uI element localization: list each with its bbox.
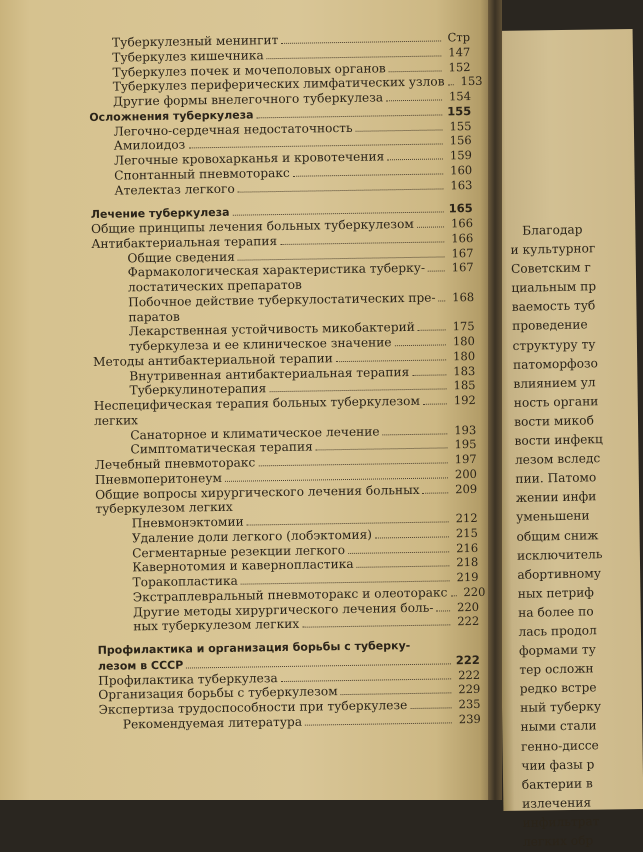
- right-page-line: общим сниж: [516, 525, 616, 546]
- toc-page-number: 167: [447, 245, 473, 260]
- toc-dot-leader: [417, 226, 444, 227]
- toc-page-number: 220: [459, 585, 485, 600]
- right-page-line: патоморфозо: [513, 354, 613, 375]
- toc-page-number: 180: [449, 349, 475, 364]
- right-page-line: циальным пр: [511, 277, 611, 298]
- toc-page-number: 183: [449, 363, 475, 378]
- toc-page-number: 235: [454, 697, 480, 712]
- right-page-line: уменьшени: [516, 506, 616, 527]
- toc-page-number: 197: [451, 452, 477, 467]
- toc-dot-leader: [281, 678, 451, 682]
- toc-entry-title: Внутривенная антибактериальная терапия: [129, 364, 409, 383]
- toc-entry-title: Туберкулез периферических лимфатических узлов: [113, 75, 445, 95]
- toc-dot-leader: [395, 344, 446, 346]
- toc-dot-leader: [281, 40, 441, 44]
- toc-dot-leader: [238, 256, 445, 260]
- toc-page-number: 180: [449, 334, 475, 349]
- toc-dot-leader: [269, 389, 446, 393]
- toc-dot-leader: [348, 551, 449, 554]
- toc-page-number: 185: [449, 378, 475, 393]
- right-page-line: ность органи: [514, 392, 614, 413]
- right-page-line: Благодар: [510, 220, 610, 241]
- toc-dot-leader: [386, 99, 442, 101]
- toc-entry-title: Пневмоперитонеум: [95, 471, 222, 488]
- toc-entry-title: Удаление доли легкого (лобэктомия): [132, 527, 372, 546]
- toc-entry-title: Торакопластика: [132, 574, 237, 590]
- toc-entry-title: Туберкулинотерапия: [129, 381, 266, 398]
- toc-entry-title: Общие сведения: [127, 249, 235, 265]
- toc-page-number: 163: [446, 177, 472, 192]
- toc-dot-leader: [437, 610, 451, 611]
- right-page-line: инфильтрат: [522, 812, 622, 833]
- toc-entry-title: Лечебный пневмоторакс: [95, 455, 256, 472]
- toc-dot-leader: [423, 403, 447, 404]
- toc-dot-leader: [423, 492, 449, 493]
- toc-page-number: 160: [446, 163, 472, 178]
- toc-page-number: 200: [451, 467, 477, 482]
- toc-dot-leader: [383, 433, 448, 435]
- toc-entry-title: Общие принципы лечения больных туберкулезом: [91, 217, 414, 237]
- toc-entry-title: Туберкулез почек и мочеполовых органов: [112, 61, 385, 80]
- toc-page-number: 219: [452, 570, 478, 585]
- toc-dot-leader: [413, 648, 450, 649]
- toc-dot-leader: [257, 114, 443, 118]
- toc-dot-leader: [428, 271, 445, 272]
- toc-entry-title: лезом в СССР: [98, 658, 184, 674]
- toc-dot-leader: [302, 625, 450, 628]
- toc-entry-title: Другие формы внелегочного туберкулеза: [113, 90, 383, 109]
- toc-page-number: 152: [444, 59, 470, 74]
- toc-page-number: 239: [455, 712, 481, 727]
- right-page-line: и культурног: [510, 239, 610, 260]
- toc-dot-leader: [293, 173, 443, 176]
- toc-page-number: 175: [448, 319, 474, 334]
- right-page-line: чии фазы р: [521, 754, 621, 775]
- toc-entry-title: Пневмонэктомии: [132, 515, 244, 532]
- toc-dot-leader: [389, 70, 442, 72]
- toc-entry-title: легких: [94, 413, 138, 428]
- toc-page-number: 165: [447, 201, 473, 216]
- right-page-line: генно-диссе: [521, 735, 621, 756]
- toc-entry-title: туберкулеза и ее клиническое значение: [129, 335, 392, 354]
- toc-dot-leader: [439, 300, 446, 301]
- toc-dot-leader: [233, 212, 444, 216]
- right-page-line: редко встре: [520, 678, 620, 699]
- toc-dot-leader: [316, 448, 448, 451]
- toc-page-number: 168: [448, 290, 474, 305]
- toc-dot-leader: [258, 462, 447, 466]
- book-gutter: [488, 0, 502, 800]
- toc-page-number: 209: [451, 481, 477, 496]
- toc-entry-title: Другие методы хирургического лечения боль-: [133, 600, 434, 619]
- toc-dot-leader: [236, 508, 449, 511]
- toc-page-number: 222: [453, 614, 479, 629]
- toc-entry-title: Профилактика и организация борьбы с туберку-: [98, 639, 411, 659]
- toc-dot-leader: [418, 330, 446, 331]
- toc-page-number: 154: [445, 89, 471, 104]
- toc-entry-title: Лечение туберкулеза: [91, 206, 230, 223]
- toc-page-number: 166: [447, 216, 473, 231]
- toc-page-number: 166: [447, 231, 473, 246]
- toc-dot-leader: [238, 188, 444, 192]
- toc-dot-leader: [247, 521, 449, 525]
- toc-entry-title: Общие вопросы хирургического лечения больных: [95, 482, 420, 502]
- toc-entry-title: Санаторное и климатическое лечение: [130, 424, 380, 443]
- right-page-line: жении инфи: [516, 487, 616, 508]
- toc-page-number: 216: [452, 540, 478, 555]
- toc-entry-title: ных туберкулезом легких: [133, 617, 299, 634]
- toc-dot-leader: [450, 595, 456, 596]
- toc-page-number: 155: [445, 118, 471, 133]
- right-page-line: излечения: [522, 793, 622, 814]
- toc-entry-title: Кавернотомия и кавернопластика: [132, 557, 353, 575]
- toc-entry-title: Амилоидоз: [114, 138, 186, 154]
- right-page-line: пии. Патомо: [515, 468, 615, 489]
- toc-dot-leader: [267, 55, 442, 59]
- toc-page-number: 153: [456, 74, 482, 89]
- toc-dot-leader: [357, 566, 450, 568]
- toc-entry-title: Организация борьбы с туберкулезом: [98, 684, 338, 703]
- toc-page-number: 215: [452, 526, 478, 541]
- toc-page-number: 229: [454, 682, 480, 697]
- toc-entry-title: Спонтанный пневмоторакс: [114, 166, 290, 184]
- toc-entry-title: Туберкулезный менингит: [112, 33, 278, 50]
- toc-page-number: 222: [454, 667, 480, 682]
- toc-entry-title: паратов: [128, 309, 180, 325]
- right-page-line: проведение: [512, 315, 612, 336]
- toc-entry-title: Лекарственная устойчивость микобактерий: [129, 320, 415, 339]
- toc-entry-title: Неспецифическая терапия больных туберкулезом: [94, 394, 420, 414]
- toc-entry-title: Экспертиза трудоспособности при туберкулезе: [98, 698, 407, 718]
- toc-dot-leader: [341, 693, 452, 696]
- toc-page-number: 222: [454, 653, 480, 668]
- toc-entry-title: лостатических препаратов: [128, 278, 302, 295]
- toc-dot-leader: [225, 477, 448, 482]
- toc-entry-title: Фармакологическая характеристика туберку-: [128, 261, 426, 280]
- toc-entry-title: Легочно-сердечная недостаточность: [113, 120, 352, 139]
- toc-entry-title: Экстраплевральный пневмоторакс и олеоторакс: [133, 585, 448, 605]
- toc-page-number: 195: [450, 437, 476, 452]
- toc-entry-title: Сегментарные резекции легкого: [132, 543, 345, 561]
- right-page-line: исключитель: [517, 544, 617, 565]
- toc-page-number: 156: [446, 133, 472, 148]
- toc-entry-title: Осложнения туберкулеза: [89, 108, 253, 125]
- toc-dot-leader: [356, 129, 443, 131]
- table-of-contents: [88, 30, 481, 732]
- toc-dot-leader: [448, 85, 454, 86]
- toc-dot-leader: [305, 286, 445, 288]
- toc-entry-title: Профилактика туберкулеза: [98, 671, 278, 689]
- toc-dot-leader: [387, 158, 443, 160]
- right-page-line: ный туберку: [520, 697, 620, 718]
- toc-entry-title: Симптоматическая терапия: [130, 440, 312, 458]
- toc-dot-leader: [280, 241, 444, 245]
- toc-entry-title: Методы антибактериальной терапии: [93, 351, 333, 370]
- toc-entry-title: Рекомендуемая литература: [123, 714, 302, 732]
- toc-entry-title: Антибактериальная терапия: [91, 234, 277, 252]
- toc-dot-leader: [241, 580, 450, 584]
- toc-dot-leader: [410, 707, 451, 709]
- toc-dot-leader: [188, 144, 442, 149]
- toc-page-number: Стр: [444, 30, 470, 45]
- right-page-line: легких обр: [523, 831, 623, 852]
- toc-dot-leader: [375, 536, 449, 538]
- toc-entry-title: туберкулезом легких: [95, 500, 233, 517]
- right-page-line: лезом вследс: [515, 449, 615, 470]
- right-page-line: бактерии в: [522, 774, 622, 795]
- toc-entry-title: Побочное действие туберкулостатических пре-: [128, 290, 436, 310]
- right-page-line: тер осложн: [519, 659, 619, 680]
- right-page-line: ваемость туб: [512, 296, 612, 317]
- toc-dot-leader: [305, 722, 452, 725]
- toc-page-number: 167: [448, 260, 474, 275]
- toc-page-number: 155: [445, 104, 471, 119]
- right-page-line: влиянием ул: [513, 373, 613, 394]
- right-page-line: вости микоб: [514, 411, 614, 432]
- right-page-line: абортивному: [517, 564, 617, 585]
- right-page-line: вости инфекц: [514, 430, 614, 451]
- right-page-line: ных петриф: [518, 583, 618, 604]
- toc-page-number: 147: [444, 45, 470, 60]
- right-page-line: Советским г: [511, 258, 611, 279]
- toc-page-number: 218: [452, 555, 478, 570]
- toc-page-number: 192: [450, 393, 476, 408]
- right-page-text: [510, 220, 623, 852]
- toc-page-number: 220: [453, 599, 479, 614]
- right-page-line: ными стали: [520, 716, 620, 737]
- toc-entry-title: Легочные кровохарканья и кровотечения: [114, 149, 384, 168]
- toc-page-number: 212: [452, 511, 478, 526]
- toc-page-number: 193: [450, 422, 476, 437]
- right-page-line: формами ту: [519, 640, 619, 661]
- toc-dot-leader: [336, 359, 446, 362]
- toc-entry-title: Туберкулез кишечника: [112, 48, 264, 65]
- toc-page-number: 159: [446, 148, 472, 163]
- toc-entry-title: Ателектаз легкого: [114, 181, 235, 198]
- right-page-line: структуру ту: [512, 334, 612, 355]
- toc-dot-leader: [412, 374, 446, 376]
- right-page-line: лась продол: [518, 621, 618, 642]
- right-page-line: на более по: [518, 602, 618, 623]
